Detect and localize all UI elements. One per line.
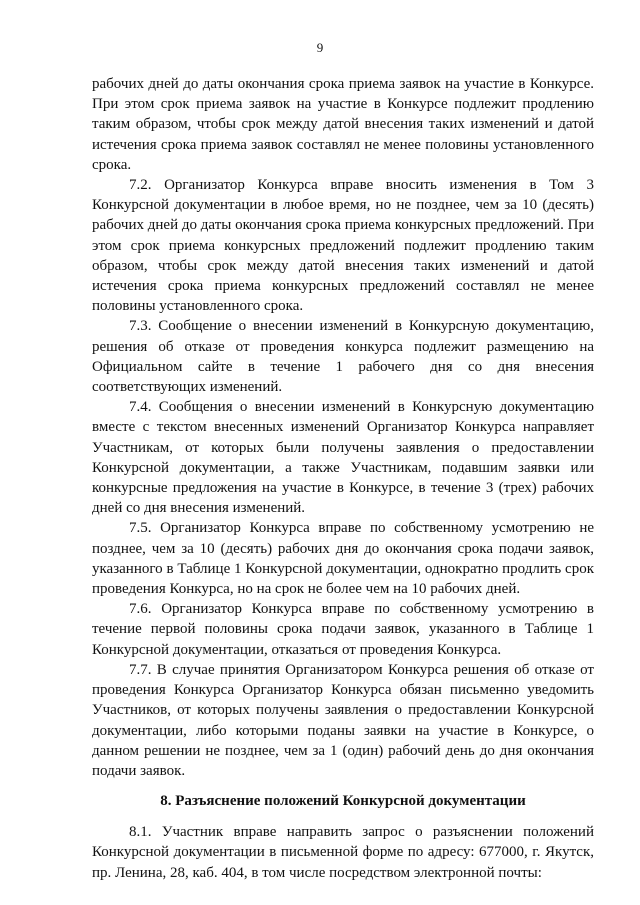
paragraph-8-1: 8.1. Участник вправе направить запрос о разъяснении положений Конкурсной документации в письменной форме по адресу: 677000, г. Якутск, пр. Ленина, 28, каб. 404, в том числе посредством электронной почты:	[92, 824, 594, 881]
paragraph-7-6: 7.6. Организатор Конкурса вправе по собственному усмотрению в течение первой половины срока подачи заявок, указанного в Таблице 1 Конкурсной документации, отказаться от проведения Конкурса.	[92, 601, 594, 658]
paragraph-7-4: 7.4. Сообщения о внесении изменений в Конкурсную документацию вместе с текстом внесенных изменений Организатор Конкурса направляет Участникам, от которых были получены заявления о предоставлении Конкурсной документации, а также Участникам, подавшим заявки или конкурсные предложения на участие в Конкурсе, в течение 3 (трех) рабочих дней со дня внесения изменений.	[92, 399, 594, 517]
page-number: 9	[316, 40, 324, 55]
paragraph-7-2: 7.2. Организатор Конкурса вправе вносить изменения в Том 3 Конкурсной документации в любое время, но не позднее, чем за 10 (десять) рабочих дней до даты окончания срока приема конкурсных предложений. При этом срок приема конкурсных предложений подлежит продлению таким образом, чтобы срок между датой внесения таких изменений и датой истечения срока приема конкурсных предложений составлял не менее половины установленного срока.	[92, 177, 594, 315]
paragraph-continuation: рабочих дней до даты окончания срока приема заявок на участие в Конкурсе. При этом срок приема заявок на участие в Конкурсе подлежит продлению таким образом, чтобы срок между датой внесения таких изменений и датой истечения срока приема заявок составлял не менее половины установленного срока.	[92, 76, 594, 173]
paragraph-7-3: 7.3. Сообщение о внесении изменений в Конкурсную документацию, решения об отказе от проведения конкурса подлежит размещению на Официальном сайте в течение 1 рабочего дня со дня внесения соответствующих изменений.	[92, 318, 594, 396]
paragraph-7-7: 7.7. В случае принятия Организатором Конкурса решения об отказе от проведения Конкурса Организатор Конкурса обязан письменно уведомить Участников, от которых получены заявления о предоставлении Конкурсной документации, либо которыми поданы заявки на участие в Конкурсе, о данном решении не позднее, чем за 1 (один) рабочий день до дня окончания подачи заявок.	[92, 661, 594, 779]
paragraph-7-5: 7.5. Организатор Конкурса вправе по собственному усмотрению не позднее, чем за 10 (десять) рабочих дня до окончания срока подачи заявок, указанного в Таблице 1 Конкурсной документации, однократно продлить срок проведения Конкурса, но на срок не более чем на 10 рабочих дней.	[92, 520, 594, 598]
section-heading: 8. Разъяснение положений Конкурсной документации	[160, 793, 526, 810]
document-body	[92, 74, 594, 883]
